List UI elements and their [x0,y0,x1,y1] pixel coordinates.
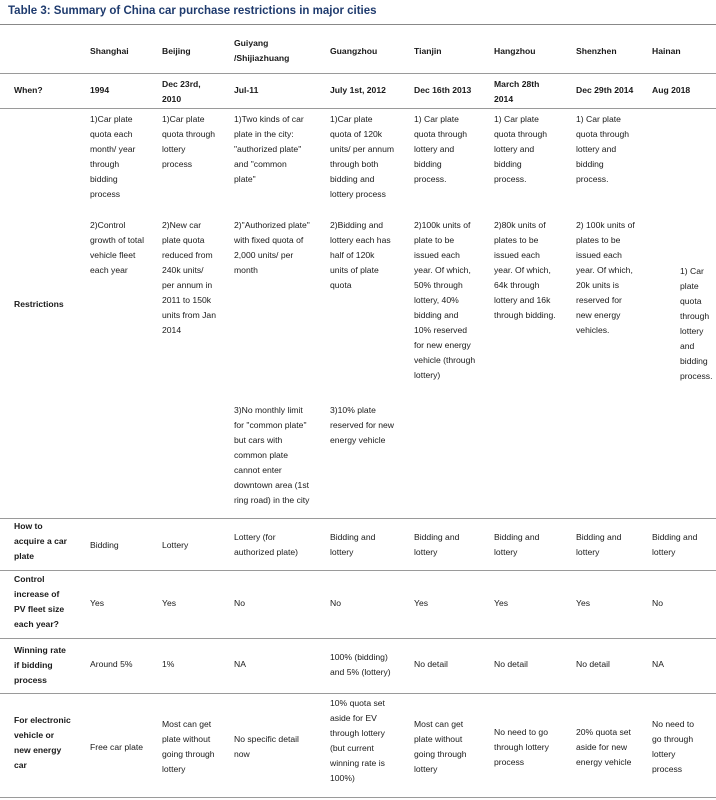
control-cell: Yes [576,598,591,608]
row-divider [0,570,716,571]
when-cell: Dec 29th 2014 [576,85,634,95]
control-cell: No [652,598,663,608]
restriction-cell: 1)Car plate quota each month/ year through bidding process [90,114,136,199]
winning-cell: NA [234,659,246,669]
acquire-cell: Bidding [90,540,119,550]
control-cell: No [234,598,245,608]
city-header: Hainan [652,46,681,56]
restriction-cell: 2)Bidding and lottery each has half of 120k units of plate quota [330,220,391,290]
restriction-cell: 2) 100k units of plates to be issued each year. Of which, 20k units is reserved for new energy vehicles. [576,220,635,335]
when-cell: March 28th 2014 [494,79,540,104]
restriction-cell: 1)Car plate quota through lottery process [162,114,216,169]
restriction-cell: 3)No monthly limit for "common plate" but cars with common plate cannot enter downtown area (1st ring road) in the city [234,405,310,505]
control-cell: No [330,598,341,608]
winning-cell: No detail [576,659,610,669]
restriction-cell: 2)New car plate quota reduced from 240k units/ per annum in 2011 to 150k units from Jan 2014 [162,220,216,335]
acquire-cell: Bidding and lottery [576,532,622,557]
row-label-acquire: How to acquire a car plate [14,521,68,561]
restriction-cell-hainan: 1) Car plate quota through lottery and bidding process. [680,266,713,381]
restriction-cell: 2)80k units of plates to be issued each year. Of which, 64k through lottery and 16k through bidding. [494,220,556,320]
when-cell: Dec 16th 2013 [414,85,472,95]
winning-cell: No detail [414,659,448,669]
when-cell: Jul-11 [234,85,259,95]
restriction-cell: 1) Car plate quota through lottery and bidding process. [414,114,468,184]
ev-cell: Most can get plate without going through lottery [414,719,467,774]
winning-cell: 1% [162,659,175,669]
control-cell: Yes [494,598,509,608]
when-cell: July 1st, 2012 [330,85,386,95]
city-header: Shenzhen [576,46,617,56]
winning-cell: 100% (bidding) and 5% (lottery) [330,652,391,677]
ev-cell: No need to go through lottery process [494,727,549,767]
winning-cell: Around 5% [90,659,133,669]
row-label-when: When? [14,85,43,95]
acquire-cell: Lottery [162,540,189,550]
control-cell: Yes [162,598,177,608]
city-header: Hangzhou [494,46,536,56]
row-label-winning: Winning rate if bidding process [14,645,66,685]
when-cell: Dec 23rd, 2010 [162,79,201,104]
row-divider [0,638,716,639]
ev-cell: No need to go through lottery process [652,719,695,774]
row-divider [0,693,716,694]
row-divider [0,518,716,519]
restriction-cell: 2)"Authorized plate" with fixed quota of 2,000 units/ per month [234,220,310,275]
city-header: Beijing [162,46,191,56]
title-rule [0,24,716,25]
when-cell: 1994 [90,85,110,95]
row-divider [0,108,716,109]
city-header: Guangzhou [330,46,378,56]
restriction-cell: 2)Control growth of total vehicle fleet each year [90,220,144,275]
control-cell: Yes [90,598,105,608]
restriction-cell: 2)100k units of plate to be issued each year. Of which, 50% through lottery, 40% bidding and 10% reserved for new energy vehicle (through lottery) [414,220,476,380]
table-title: Table 3: Summary of China car purchase restrictions in major cities [8,5,377,17]
ev-cell: Free car plate [90,742,144,752]
restriction-cell: 1) Car plate quota through lottery and bidding process. [494,114,548,184]
when-cell: Aug 2018 [652,85,691,95]
acquire-cell: Bidding and lottery [414,532,460,557]
restriction-cell: 1)Car plate quota of 120k units/ per annum through both bidding and lottery process [330,114,395,199]
acquire-cell: Bidding and lottery [330,532,376,557]
winning-cell: NA [652,659,664,669]
row-label-restrictions: Restrictions [14,299,64,309]
ev-cell: 20% quota set aside for new energy vehicle [576,727,632,767]
city-header: Shanghai [90,46,129,56]
winning-cell: No detail [494,659,528,669]
control-cell: Yes [414,598,429,608]
restriction-cell: 1) Car plate quota through lottery and bidding process. [576,114,630,184]
acquire-cell: Lottery (for authorized plate) [234,532,299,557]
row-divider [0,73,716,74]
restriction-cell: 1)Two kinds of car plate in the city: "authorized plate" and "common plate" [234,114,304,184]
row-divider [0,797,716,798]
city-header: Guiyang /Shijiazhuang [234,38,290,63]
city-header: Tianjin [414,46,442,56]
ev-cell: 10% quota set aside for EV through lottery (but current winning rate is 100%) [330,698,385,783]
row-label-control: Control increase of PV fleet size each year? [14,574,65,629]
row-label-ev: For electronic vehicle or new energy car [14,715,71,770]
acquire-cell: Bidding and lottery [652,532,698,557]
acquire-cell: Bidding and lottery [494,532,540,557]
restriction-cell: 3)10% plate reserved for new energy vehicle [330,405,395,445]
ev-cell: No specific detail now [234,734,299,759]
ev-cell: Most can get plate without going through lottery [162,719,215,774]
